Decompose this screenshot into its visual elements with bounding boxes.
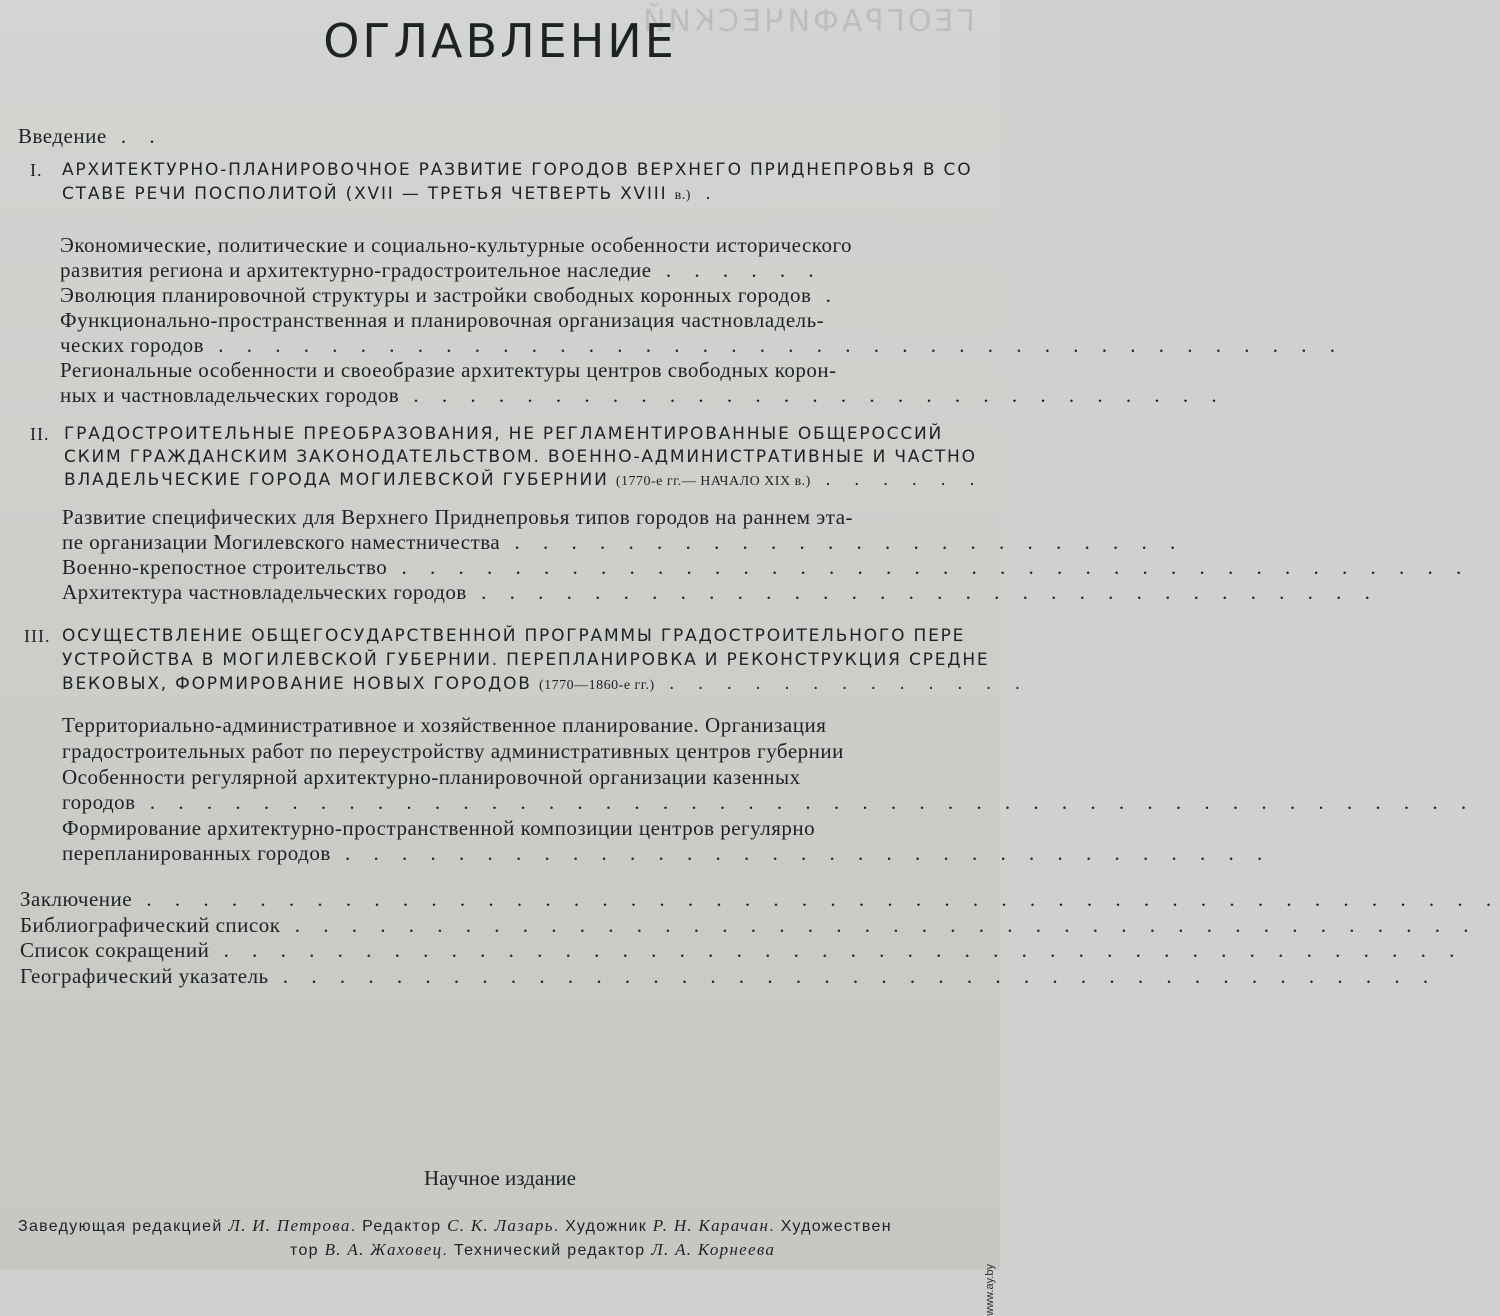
- page-title: ОГЛАВЛЕНИЕ: [323, 14, 677, 68]
- toc-entry: Развитие специфических для Верхнего Приднепровья типов городов на раннем эта-: [62, 505, 854, 529]
- toc-entry-intro: Введение . .: [18, 124, 164, 148]
- section-heading-line: ВЕКОВЫХ, ФОРМИРОВАНИЕ НОВЫХ ГОРОДОВ (1770—1860-е гг.) . . . . . . . . . . . . .: [62, 674, 1030, 694]
- toc-entry: перепланированных городов . . . . . . . . . . . . . . . . . . . . . . . . . . . . . . . . .: [62, 841, 1272, 865]
- toc-entry: ческих городов . . . . . . . . . . . . . . . . . . . . . . . . . . . . . . . . . . . . . . . .: [60, 333, 1345, 357]
- toc-entry: Экономические, политические и социально-культурные особенности исторического: [60, 233, 853, 257]
- section-heading-line: СТАВЕ РЕЧИ ПОСПОЛИТОЙ (XVII — ТРЕТЬЯ ЧЕТВЕРТЬ XVIII в.) .: [62, 184, 720, 204]
- toc-entry-conclusion: Заключение . . . . . . . . . . . . . . . . . . . . . . . . . . . . . . . . . . . . . . . . . . . . . . . .: [20, 887, 1500, 911]
- toc-entry: городов . . . . . . . . . . . . . . . . . . . . . . . . . . . . . . . . . . . . . . . . . . . . . . .: [62, 790, 1476, 814]
- section-numeral: II.: [30, 424, 50, 444]
- section-heading-line: СКИМ ГРАЖДАНСКИМ ЗАКОНОДАТЕЛЬСТВОМ. ВОЕННО-АДМИНИСТРАТИВНЫЕ И ЧАСТНО: [64, 447, 977, 467]
- toc-entry: градостроительных работ по переустройству административных центров губернии: [62, 739, 844, 763]
- watermark: www.ay.by: [984, 1264, 996, 1316]
- edition-type: Научное издание: [423, 1166, 576, 1190]
- toc-entry: Военно-крепостное строительство . . . . . . . . . . . . . . . . . . . . . . . . . . . . . . . . . . . . . .: [62, 555, 1471, 579]
- imprint-line: тор В. А. Жаховец. Технический редактор Л. А. Корнеева: [290, 1240, 776, 1259]
- toc-entry: Формирование архитектурно-пространственной композиции центров регулярно: [62, 816, 816, 840]
- toc-entry: Архитектура частновладельческих городов . . . . . . . . . . . . . . . . . . . . . . . . . . . . . . . .: [62, 580, 1379, 604]
- toc-entry-geographic-index: Географический указатель . . . . . . . . . . . . . . . . . . . . . . . . . . . . . . . . . . . . . . . . .: [20, 964, 1438, 988]
- toc-entry-bibliography: Библиографический список . . . . . . . . . . . . . . . . . . . . . . . . . . . . . . . . . . . . . . . . . .: [20, 913, 1478, 937]
- section-heading-line: АРХИТЕКТУРНО-ПЛАНИРОВОЧНОЕ РАЗВИТИЕ ГОРОДОВ ВЕРХНЕГО ПРИДНЕПРОВЬЯ В СО: [62, 160, 973, 180]
- toc-entry: Эволюция планировочной структуры и застройки свободных коронных городов .: [60, 283, 840, 307]
- toc-entry: ных и частновладельческих городов . . . . . . . . . . . . . . . . . . . . . . . . . . . . .: [60, 383, 1226, 407]
- section-heading-line: УСТРОЙСТВА В МОГИЛЕВСКОЙ ГУБЕРНИИ. ПЕРЕПЛАНИРОВКА И РЕКОНСТРУКЦИЯ СРЕДНЕ: [62, 650, 990, 670]
- section-heading-line: ВЛАДЕЛЬЧЕСКИЕ ГОРОДА МОГИЛЕВСКОЙ ГУБЕРНИИ (1770-е гг.— НАЧАЛО XIX в.) . . . . . .: [64, 470, 984, 490]
- toc-entry: Территориально-административное и хозяйственное планирование. Организация: [62, 713, 827, 737]
- bleed-through-text: ГЕОГРАФИЧЕСКИЙ: [640, 4, 975, 39]
- toc-entry: Региональные особенности и своеобразие архитектуры центров свободных корон-: [60, 358, 837, 382]
- toc-entry-abbreviations: Список сокращений . . . . . . . . . . . . . . . . . . . . . . . . . . . . . . . . . . . . . . . . . . . .: [20, 938, 1464, 962]
- section-numeral: III.: [24, 626, 51, 646]
- section-heading-line: ОСУЩЕСТВЛЕНИЕ ОБЩЕГОСУДАРСТВЕННОЙ ПРОГРАММЫ ГРАДОСТРОИТЕЛЬНОГО ПЕРЕ: [62, 626, 966, 646]
- imprint-line: Заведующая редакцией Л. И. Петрова. Редактор С. К. Лазарь. Художник Р. Н. Карачан. Художествен: [18, 1216, 892, 1235]
- section-numeral: I.: [30, 160, 43, 180]
- toc-entry: пе организации Могилевского наместничества . . . . . . . . . . . . . . . . . . . . . . . .: [62, 530, 1185, 554]
- toc-entry-label: Введение: [18, 124, 107, 148]
- toc-entry: Особенности регулярной архитектурно-планировочной организации казенных: [62, 765, 801, 789]
- section-heading-line: ГРАДОСТРОИТЕЛЬНЫЕ ПРЕОБРАЗОВАНИЯ, НЕ РЕГЛАМЕНТИРОВАННЫЕ ОБЩЕРОССИЙ: [64, 424, 944, 444]
- toc-entry: развития региона и архитектурно-градостроительное наследие . . . . . .: [60, 258, 823, 282]
- toc-entry: Функционально-пространственная и планировочная организация частновладель-: [60, 308, 825, 332]
